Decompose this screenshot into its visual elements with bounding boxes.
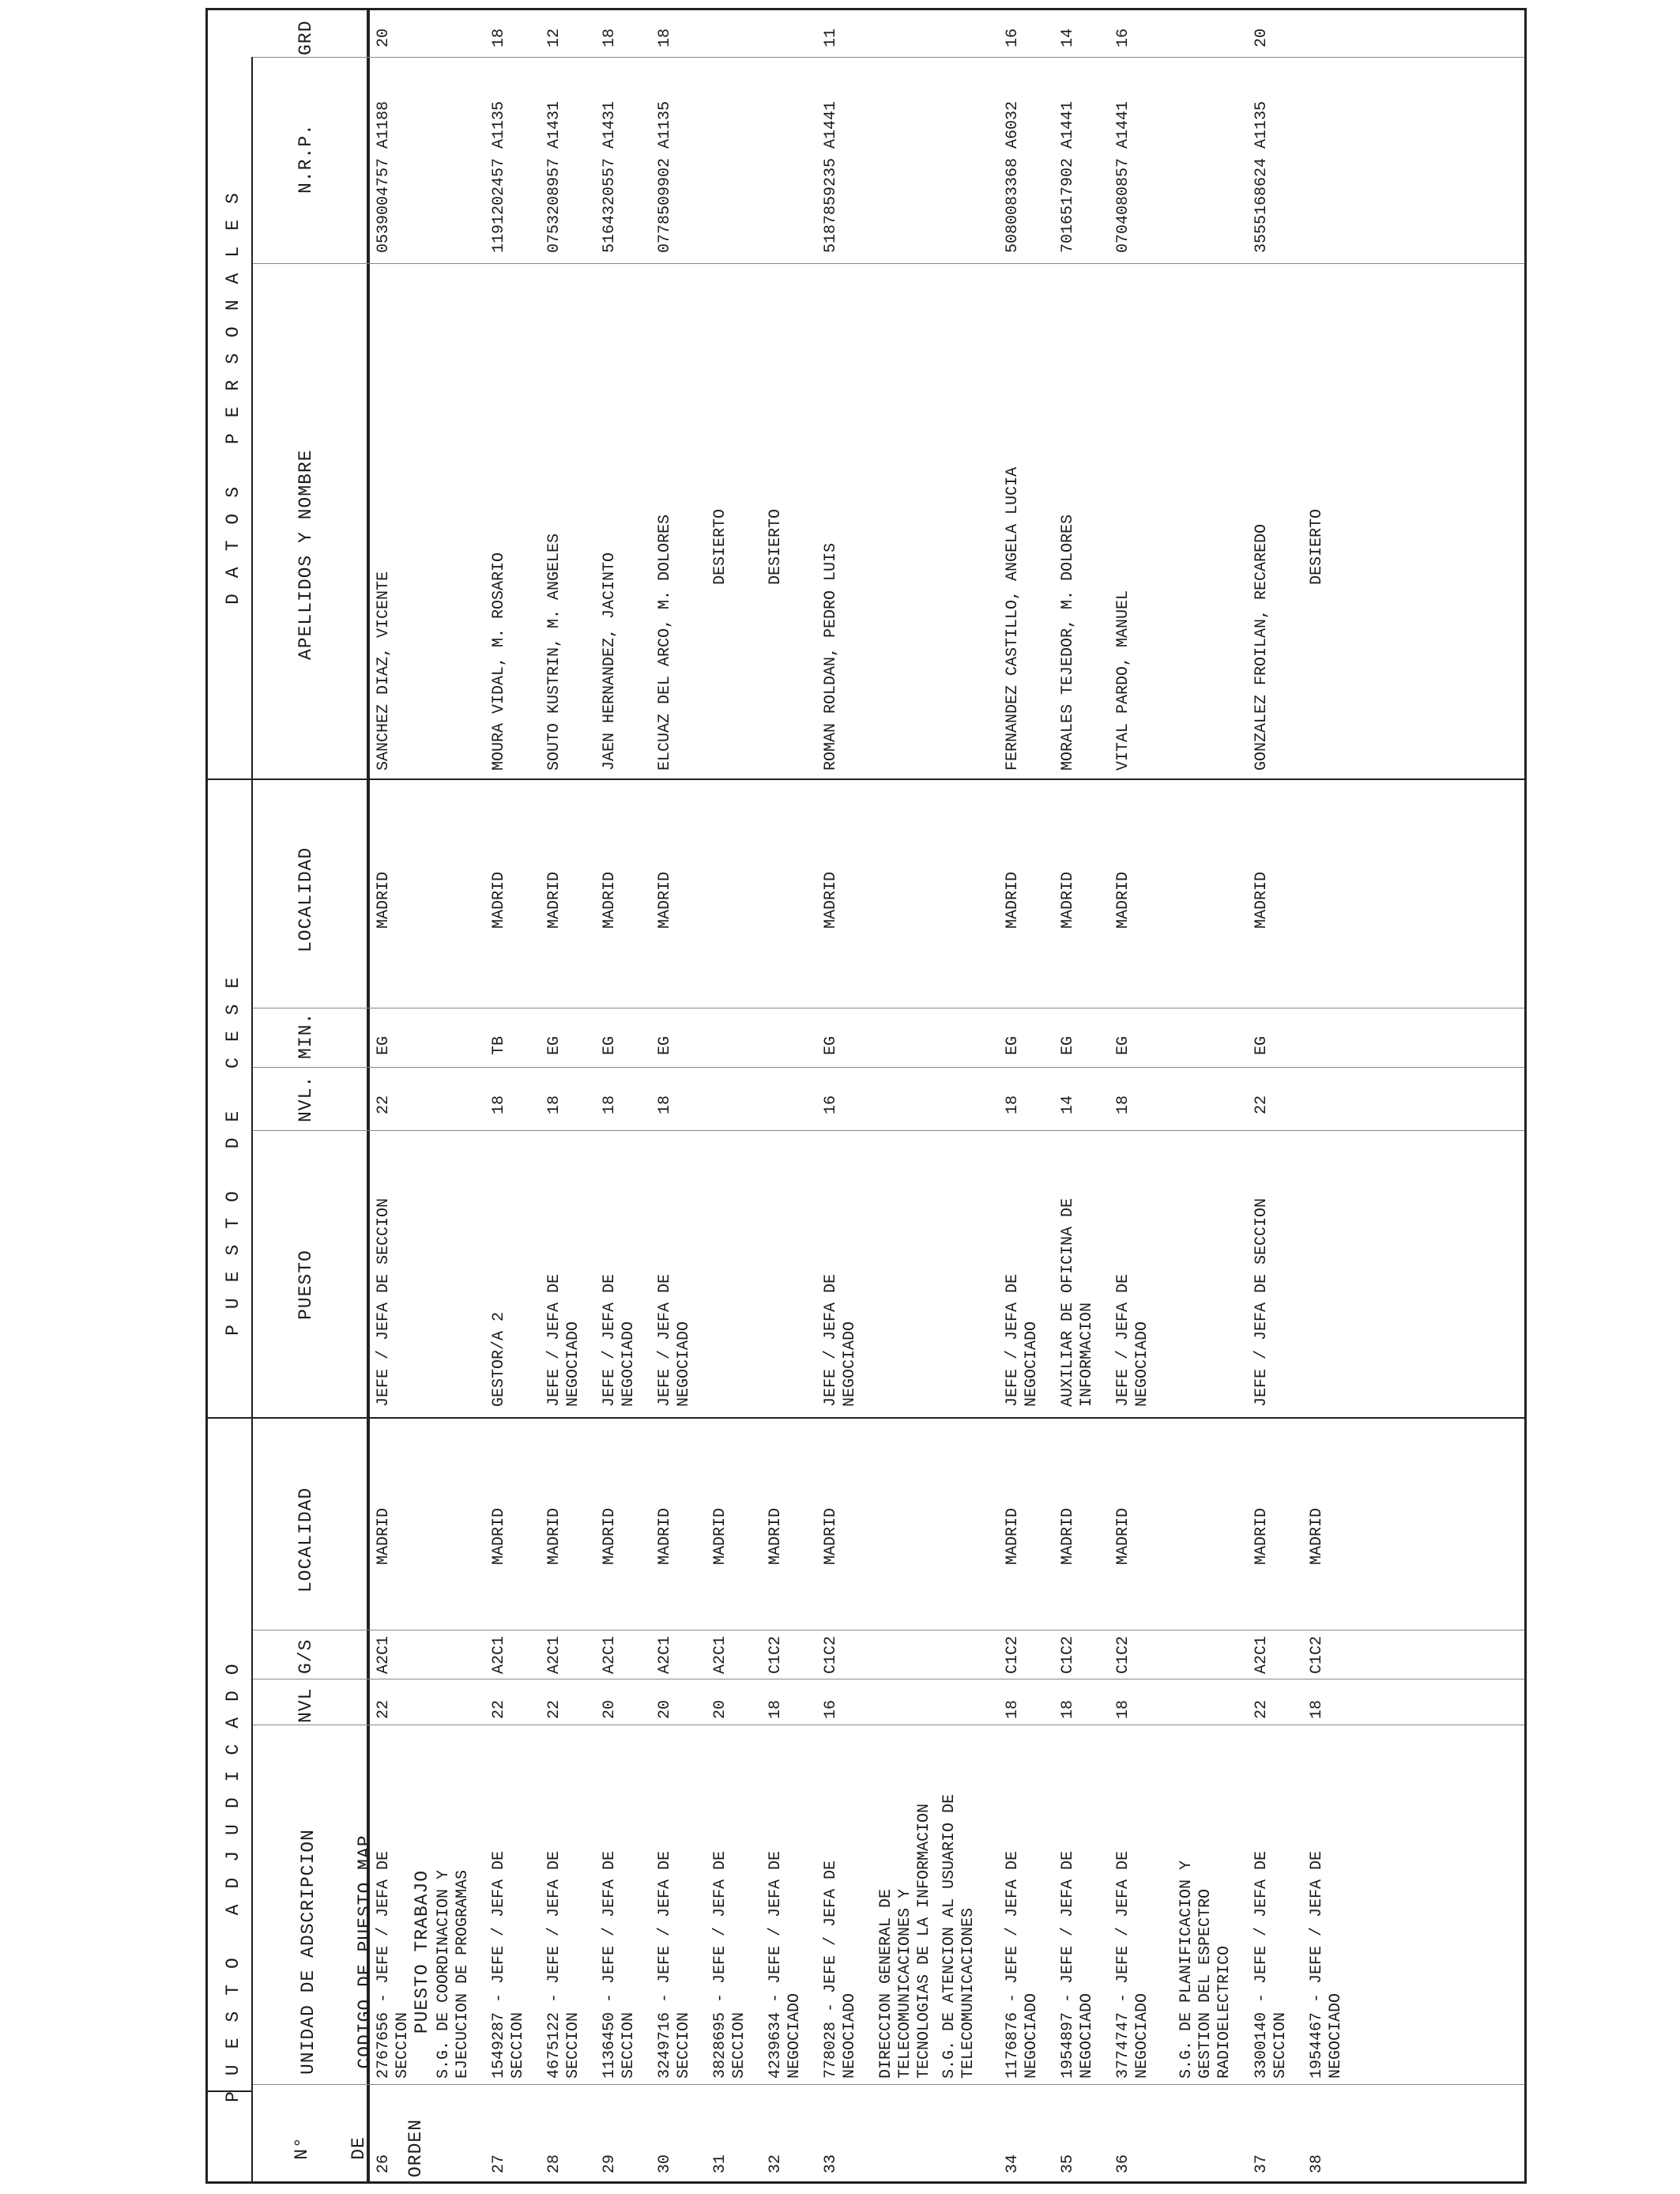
cell-puesto-line: NEGOCIADO [564, 1321, 582, 1407]
cell-localidad: MADRID [1308, 1507, 1326, 1565]
cell-orden: 27 [490, 2154, 508, 2173]
cell-gs: C1C2 [822, 1635, 840, 1674]
cell-grd: 14 [1059, 28, 1077, 47]
cell-nrp: 5187859235 A1441 [822, 100, 840, 253]
cell-puesto-line: NEGOCIADO [1023, 1321, 1041, 1407]
col-orden-line2: DE [348, 2136, 369, 2160]
section-heading-line: RADIOELECTRICO [1215, 1945, 1234, 2079]
cell-unidad [1004, 1851, 1042, 2079]
cell-puesto-line: NEGOCIADO [1133, 1321, 1151, 1407]
cell-grd: 16 [1004, 28, 1022, 47]
cell-nrp: 0753208957 A1431 [545, 100, 563, 253]
cell-puesto [656, 1274, 694, 1407]
cell-nvl-cese: 16 [822, 1095, 840, 1114]
cell-nombre: MOURA VIDAL, M. ROSARIO [490, 552, 508, 771]
col-localidad-header: LOCALIDAD [296, 1487, 316, 1593]
cell-unidad-line: 1176876 - JEFE / JEFA DE [1004, 1850, 1022, 2079]
cell-orden: 34 [1004, 2154, 1022, 2173]
cell-nvl-cese: 18 [545, 1095, 563, 1114]
cell-gs: A2C1 [656, 1635, 674, 1674]
divider [253, 1130, 1524, 1131]
cell-nvl: 18 [1004, 1699, 1022, 1719]
cell-localidad: MADRID [767, 1507, 785, 1565]
section-heading-line: EJECUCION DE PROGRAMAS [454, 1869, 472, 2079]
col-orden-line1: N° [292, 2136, 312, 2160]
cell-nvl-cese: 22 [375, 1095, 393, 1114]
cell-unidad [545, 1851, 583, 2079]
frame-right [1524, 8, 1527, 2184]
cell-puesto-line: JEFE / JEFA DE [1114, 1273, 1132, 1407]
section-heading-line: TECNOLOGIAS DE LA INFORMACION [915, 1803, 933, 2079]
cell-localidad-cese: MADRID [545, 871, 563, 929]
cell-puesto-line: JEFE / JEFA DE SECCION [1252, 1197, 1271, 1407]
cell-orden: 32 [767, 2154, 785, 2173]
group-divider-line [251, 57, 253, 2184]
cell-orden: 38 [1308, 2154, 1326, 2173]
cell-nombre: MORALES TEJEDOR, M. DOLORES [1059, 514, 1077, 771]
cell-unidad [711, 1851, 749, 2079]
cell-unidad-line: 2767656 - JEFE / JEFA DE [375, 1850, 393, 2079]
cell-nrp: 5080083368 A6032 [1004, 100, 1022, 253]
cell-unidad-line: 1136450 - JEFE / JEFA DE [601, 1850, 619, 2079]
cell-nvl: 22 [1252, 1699, 1271, 1719]
cell-localidad: MADRID [1114, 1507, 1132, 1565]
cell-unidad-line: SECCION [509, 2011, 527, 2079]
cell-localidad-cese: MADRID [375, 871, 393, 929]
cell-unidad-line: SECCION [675, 2011, 693, 2079]
cell-gs: A2C1 [490, 1635, 508, 1674]
section-heading-line: DIRECCION GENERAL DE [877, 1888, 895, 2079]
cell-nvl-cese: 18 [490, 1095, 508, 1114]
cell-nombre: ROMAN ROLDAN, PEDRO LUIS [822, 542, 840, 771]
cell-unidad-line: NEGOCIADO [785, 1992, 804, 2079]
divider [253, 57, 1524, 58]
cell-localidad-cese: MADRID [822, 871, 840, 929]
cell-nombre: ELCUAZ DEL ARCO, M. DOLORES [656, 514, 674, 771]
cell-puesto [822, 1274, 860, 1407]
cell-unidad-line: 3300140 - JEFE / JEFA DE [1252, 1850, 1271, 2079]
cell-nrp: 0704080857 A1441 [1114, 100, 1132, 253]
cell-grd: 18 [601, 28, 619, 47]
cell-desierto: DESIERTO [1308, 508, 1326, 585]
col-nvl-header: NVL [296, 1687, 316, 1723]
group-personales-label: DATOS PERSONALES [223, 177, 243, 605]
cell-gs: C1C2 [767, 1635, 785, 1674]
cell-puesto [1252, 1198, 1271, 1407]
cell-nvl: 18 [1114, 1699, 1132, 1719]
cell-unidad [601, 1851, 638, 2079]
section-heading-line: TELECOMUNICACIONES [959, 1907, 977, 2079]
col-grd-header: GRD [296, 20, 316, 55]
cell-unidad-line: 1549287 - JEFE / JEFA DE [490, 1850, 508, 2079]
col-orden-line3: ORDEN [405, 2118, 426, 2177]
section-heading [940, 1794, 978, 2079]
cell-grd: 11 [822, 28, 840, 47]
divider [207, 778, 1524, 780]
cell-nvl: 16 [822, 1699, 840, 1719]
cell-orden: 36 [1114, 2154, 1132, 2173]
section-heading-line: TELECOMUNICACIONES Y [896, 1888, 914, 2079]
col-orden-header [254, 2119, 463, 2177]
cell-nrp: 7016517902 A1441 [1059, 100, 1077, 253]
group-adjudicado-label: PUESTO ADJUDICADO [223, 1648, 243, 2102]
cell-unidad-line: NEGOCIADO [841, 1992, 859, 2079]
cell-gs: A2C1 [545, 1635, 563, 1674]
cell-orden: 29 [601, 2154, 619, 2173]
cell-unidad-line: SECCION [730, 2011, 748, 2079]
cell-puesto-line: NEGOCIADO [675, 1321, 693, 1407]
cell-nvl-cese: 18 [656, 1095, 674, 1114]
divider [253, 2084, 1524, 2085]
cell-unidad [1059, 1851, 1097, 2079]
cell-unidad [1252, 1851, 1290, 2079]
frame-left [205, 8, 208, 2184]
cell-unidad [656, 1851, 694, 2079]
cell-localidad: MADRID [1059, 1507, 1077, 1565]
cell-min: EG [1252, 1035, 1271, 1055]
cell-puesto-line: AUXILIAR DE OFICINA DE [1059, 1197, 1077, 1407]
cell-nrp: 3555168624 A1135 [1252, 100, 1271, 253]
col-gs-header: G/S [296, 1638, 316, 1674]
cell-unidad-line: SECCION [394, 2011, 412, 2079]
cell-localidad: MADRID [545, 1507, 563, 1565]
cell-unidad [1308, 1851, 1346, 2079]
cell-unidad-line: SECCION [1271, 2011, 1290, 2079]
cell-nvl: 18 [767, 1699, 785, 1719]
cell-unidad-line: 778028 - JEFE / JEFA DE [822, 1860, 840, 2079]
section-heading-line: S.G. DE PLANIFICACION Y [1177, 1860, 1196, 2079]
cell-nombre: GONZALEZ FROILAN, RECAREDO [1252, 523, 1271, 771]
cell-puesto-line: JEFE / JEFA DE SECCION [375, 1197, 393, 1407]
cell-localidad-cese: MADRID [1252, 871, 1271, 929]
cell-orden: 26 [375, 2154, 393, 2173]
cell-gs: C1C2 [1059, 1635, 1077, 1674]
frame-top [205, 8, 1527, 10]
section-heading [1177, 1860, 1234, 2079]
cell-puesto [1004, 1274, 1042, 1407]
cell-gs: A2C1 [601, 1635, 619, 1674]
cell-puesto-line: INFORMACION [1078, 1302, 1096, 1407]
col-nombre-header: APELLIDOS Y NOMBRE [296, 449, 316, 660]
cell-gs: C1C2 [1114, 1635, 1132, 1674]
section-heading [435, 1870, 473, 2079]
col-nvl-cese-header: NVL. [296, 1075, 316, 1122]
cell-nvl: 22 [490, 1699, 508, 1719]
cell-gs: A2C1 [375, 1635, 393, 1674]
group-cese-label: PUESTO DE CESE [223, 961, 243, 1336]
cell-unidad [822, 1860, 860, 2079]
cell-nombre: JAEN HERNANDEZ, JACINTO [601, 552, 619, 771]
cell-unidad-line: NEGOCIADO [1078, 1992, 1096, 2079]
cell-nvl: 18 [1059, 1699, 1077, 1719]
divider [253, 263, 1524, 264]
cell-unidad-line: 3249716 - JEFE / JEFA DE [656, 1850, 674, 2079]
cell-unidad-line: SECCION [620, 2011, 638, 2079]
cell-nvl-cese: 14 [1059, 1095, 1077, 1114]
frame-bottom [205, 2181, 1527, 2184]
cell-localidad: MADRID [1004, 1507, 1022, 1565]
divider [207, 1417, 1524, 1419]
cell-grd: 20 [375, 28, 393, 47]
cell-localidad-cese: MADRID [601, 871, 619, 929]
cell-nombre: VITAL PARDO, MANUEL [1114, 590, 1132, 771]
cell-localidad: MADRID [375, 1507, 393, 1565]
cell-gs: A2C1 [711, 1635, 729, 1674]
cell-orden: 31 [711, 2154, 729, 2173]
cell-puesto [601, 1274, 638, 1407]
col-unidad-line1: UNIDAD DE ADSCRIPCION [298, 1829, 318, 2075]
cell-min: EG [1114, 1035, 1132, 1055]
col-unidad-line2: CODIGO DE PUESTO MAP [355, 1834, 375, 2069]
cell-grd: 18 [656, 28, 674, 47]
cell-unidad-line: 1954467 - JEFE / JEFA DE [1308, 1850, 1326, 2079]
cell-localidad: MADRID [822, 1507, 840, 1565]
cell-puesto-line: JEFE / JEFA DE [601, 1273, 619, 1407]
cell-min: EG [545, 1035, 563, 1055]
cell-nvl: 20 [711, 1699, 729, 1719]
cell-unidad-line: NEGOCIADO [1327, 1992, 1345, 2079]
cell-gs: C1C2 [1308, 1635, 1326, 1674]
cell-unidad [1114, 1851, 1152, 2079]
cell-puesto [490, 1312, 509, 1407]
col-puesto-header: PUESTO [296, 1250, 316, 1320]
cell-orden: 28 [545, 2154, 563, 2173]
cell-orden: 37 [1252, 2154, 1271, 2173]
cell-min: EG [656, 1035, 674, 1055]
cell-gs: A2C1 [1252, 1635, 1271, 1674]
col-nrp-header: N.R.P. [296, 123, 316, 194]
cell-localidad: MADRID [711, 1507, 729, 1565]
cell-nrp: 1191202457 A1135 [490, 100, 508, 253]
cell-nvl: 22 [545, 1699, 563, 1719]
cell-unidad-line: 1954897 - JEFE / JEFA DE [1059, 1850, 1077, 2079]
cell-nvl-cese: 18 [1114, 1095, 1132, 1114]
cell-unidad-line: SECCION [564, 2011, 582, 2079]
cell-nvl: 18 [1308, 1699, 1326, 1719]
cell-nombre: FERNANDEZ CASTILLO, ANGELA LUCIA [1004, 466, 1022, 771]
cell-unidad [375, 1851, 412, 2079]
cell-unidad-line: NEGOCIADO [1023, 1992, 1041, 2079]
cell-localidad-cese: MADRID [656, 871, 674, 929]
cell-desierto: DESIERTO [767, 508, 785, 585]
cell-nombre: SANCHEZ DIAZ, VICENTE [375, 571, 393, 771]
cell-puesto [375, 1198, 394, 1407]
cell-puesto [1114, 1274, 1152, 1407]
cell-localidad-cese: MADRID [490, 871, 508, 929]
cell-orden: 35 [1059, 2154, 1077, 2173]
col-min-header: MIN. [296, 1012, 316, 1059]
cell-orden: 30 [656, 2154, 674, 2173]
cell-unidad-line: 4675122 - JEFE / JEFA DE [545, 1850, 563, 2079]
cell-unidad-line: 3774747 - JEFE / JEFA DE [1114, 1850, 1132, 2079]
cell-puesto [545, 1274, 583, 1407]
section-heading-line: S.G. DE COORDINACION Y [435, 1869, 453, 2079]
cell-unidad-line: 3828695 - JEFE / JEFA DE [711, 1850, 729, 2079]
cell-nrp: 0778509902 A1135 [656, 100, 674, 253]
cell-min: EG [601, 1035, 619, 1055]
cell-puesto-line: JEFE / JEFA DE [1004, 1273, 1022, 1407]
section-heading-line: S.G. DE ATENCION AL USUARIO DE [940, 1793, 959, 2079]
cell-unidad [767, 1851, 804, 2079]
cell-localidad-cese: MADRID [1004, 871, 1022, 929]
cell-puesto-line: NEGOCIADO [620, 1321, 638, 1407]
cell-nombre: SOUTO KUSTRIN, M. ANGELES [545, 533, 563, 771]
cell-grd: 18 [490, 28, 508, 47]
cell-grd: 16 [1114, 28, 1132, 47]
section-heading-line: GESTION DEL ESPECTRO [1196, 1888, 1215, 2079]
cell-min: TB [490, 1035, 508, 1055]
cell-gs: C1C2 [1004, 1635, 1022, 1674]
cell-unidad [490, 1851, 528, 2079]
cell-puesto-line: GESTOR/A 2 [490, 1311, 508, 1407]
cell-min: EG [822, 1035, 840, 1055]
cell-unidad-line: NEGOCIADO [1133, 1992, 1151, 2079]
section-heading [877, 1804, 934, 2079]
cell-nvl: 22 [375, 1699, 393, 1719]
cell-localidad: MADRID [601, 1507, 619, 1565]
cell-nrp: 5164320557 A1431 [601, 100, 619, 253]
cell-nvl: 20 [601, 1699, 619, 1719]
cell-grd: 12 [545, 28, 563, 47]
cell-nvl-cese: 22 [1252, 1095, 1271, 1114]
cell-min: EG [1059, 1035, 1077, 1055]
cell-nvl-cese: 18 [601, 1095, 619, 1114]
cell-grd: 20 [1252, 28, 1271, 47]
divider [253, 1067, 1524, 1068]
cell-orden: 33 [822, 2154, 840, 2173]
cell-unidad-line: 4239634 - JEFE / JEFA DE [767, 1850, 785, 2079]
cell-localidad: MADRID [1252, 1507, 1271, 1565]
cell-localidad: MADRID [656, 1507, 674, 1565]
cell-min: EG [1004, 1035, 1022, 1055]
cell-nrp: 0539004757 A1188 [375, 100, 393, 253]
cell-puesto-line: JEFE / JEFA DE [545, 1273, 563, 1407]
col-unidad-line3: PUESTO TRABAJO [412, 1869, 432, 2034]
cell-puesto [1059, 1198, 1097, 1407]
col-localidad-cese-header: LOCALIDAD [296, 846, 316, 952]
cell-localidad-cese: MADRID [1114, 871, 1132, 929]
cell-min: EG [375, 1035, 393, 1055]
cell-localidad-cese: MADRID [1059, 871, 1077, 929]
cell-puesto-line: JEFE / JEFA DE [822, 1273, 840, 1407]
cell-nvl: 20 [656, 1699, 674, 1719]
cell-localidad: MADRID [490, 1507, 508, 1565]
cell-puesto-line: NEGOCIADO [841, 1321, 859, 1407]
cell-desierto: DESIERTO [711, 508, 729, 585]
cell-nvl-cese: 18 [1004, 1095, 1022, 1114]
cell-puesto-line: JEFE / JEFA DE [656, 1273, 674, 1407]
